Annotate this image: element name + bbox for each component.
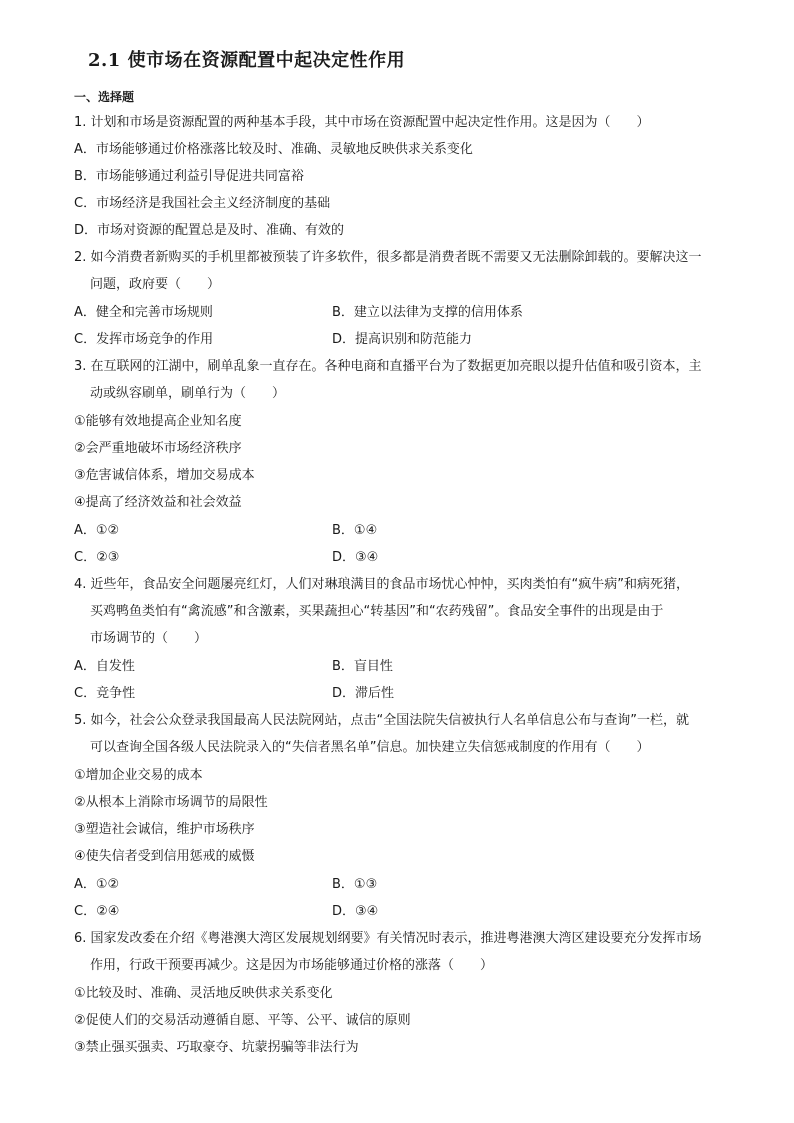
question-1-option-a: A．市场能够通过价格涨落比较及时、准确、灵敏地反映供求关系变化 [74,142,473,157]
question-5-stem-line-2: 可以查询全国各级人民法院录入的“失信者黑名单”信息。加快建立失信惩戒制度的作用有（ ） [90,740,650,755]
question-2-option-d: D．提高识别和防范能力 [332,332,473,347]
question-3-statement-2: ②会严重地破坏市场经济秩序 [74,441,242,456]
question-2-stem-line-2: 问题，政府要（ ） [90,277,221,292]
question-6-statement-2: ②促使人们的交易活动遵循自愿、平等、公平、诚信的原则 [74,1013,411,1028]
question-6-stem-line-1: 6. 国家发改委在介绍《粤港澳大湾区发展规划纲要》有关情况时表示，推进粤港澳大湾区建设要充分发挥市场 [74,931,702,946]
question-3-statement-1: ①能够有效地提高企业知名度 [74,414,242,429]
question-1-option-c: C．市场经济是我国社会主义经济制度的基础 [74,196,331,211]
question-5-statement-1: ①增加企业交易的成本 [74,768,203,783]
question-6-statement-1: ①比较及时、准确、灵活地反映供求关系变化 [74,986,333,1001]
question-4-option-d: D．滞后性 [332,686,395,701]
question-4-option-a: A．自发性 [74,659,135,674]
question-3-option-d: D．③④ [332,550,379,565]
question-1-option-d: D．市场对资源的配置总是及时、准确、有效的 [74,223,345,238]
question-3-stem-line-1: 3. 在互联网的江湖中，刷单乱象一直存在。各种电商和直播平台为了数据更加亮眼以提升估值和吸引资本，主 [74,359,702,374]
question-5-stem-line-1: 5. 如今，社会公众登录我国最高人民法院网站，点击“全国法院失信被执行人名单信息公布与查询”一栏，就 [74,713,690,728]
question-2-option-c: C．发挥市场竞争的作用 [74,332,214,347]
question-5-statement-4: ④使失信者受到信用惩戒的威慑 [74,849,255,864]
question-5-option-a: A．①② [74,877,120,892]
question-3-stem-line-2: 动或纵容刷单，刷单行为（ ） [90,386,286,401]
question-1-stem: 1. 计划和市场是资源配置的两种基本手段，其中市场在资源配置中起决定性作用。这是因为（ ） [74,115,650,130]
question-3-option-a: A．①② [74,523,120,538]
question-6-stem-line-2: 作用，行政干预要再减少。这是因为市场能够通过价格的涨落（ ） [90,958,494,973]
question-3-statement-3: ③危害诚信体系，增加交易成本 [74,468,255,483]
section-heading: 一、选择题 [74,90,135,104]
question-2-option-b: B．建立以法律为支撑的信用体系 [332,305,523,320]
question-3-statement-4: ④提高了经济效益和社会效益 [74,495,242,510]
question-4-option-b: B．盲目性 [332,659,393,674]
question-4-stem-line-1: 4. 近些年，食品安全问题屡亮红灯，人们对琳琅满目的食品市场忧心忡忡，买肉类怕有“疯牛病”和病死猪， [74,577,690,592]
question-2-option-a: A．健全和完善市场规则 [74,305,213,320]
question-5-option-d: D．③④ [332,904,379,919]
question-4-stem-line-2: 买鸡鸭鱼类怕有“禽流感”和含激素，买果蔬担心“转基因”和“农药残留”。食品安全事件的出现是由于 [90,604,664,619]
question-5-statement-2: ②从根本上消除市场调节的局限性 [74,795,268,810]
question-5-statement-3: ③塑造社会诚信，维护市场秩序 [74,822,255,837]
question-2-stem-line-1: 2. 如今消费者新购买的手机里都被预装了许多软件，很多都是消费者既不需要又无法删除卸载的。要解决这一 [74,250,702,265]
question-4-stem-line-3: 市场调节的（ ） [90,631,208,646]
question-1-option-b: B．市场能够通过利益引导促进共同富裕 [74,169,304,184]
question-3-option-b: B．①④ [332,523,378,538]
page-title: 2.1 使市场在资源配置中起决定性作用 [88,50,406,71]
question-6-statement-3: ③禁止强买强卖、巧取豪夺、坑蒙拐骗等非法行为 [74,1040,359,1055]
question-5-option-c: C．②④ [74,904,120,919]
question-4-option-c: C．竞争性 [74,686,136,701]
question-5-option-b: B．①③ [332,877,378,892]
question-3-option-c: C．②③ [74,550,120,565]
